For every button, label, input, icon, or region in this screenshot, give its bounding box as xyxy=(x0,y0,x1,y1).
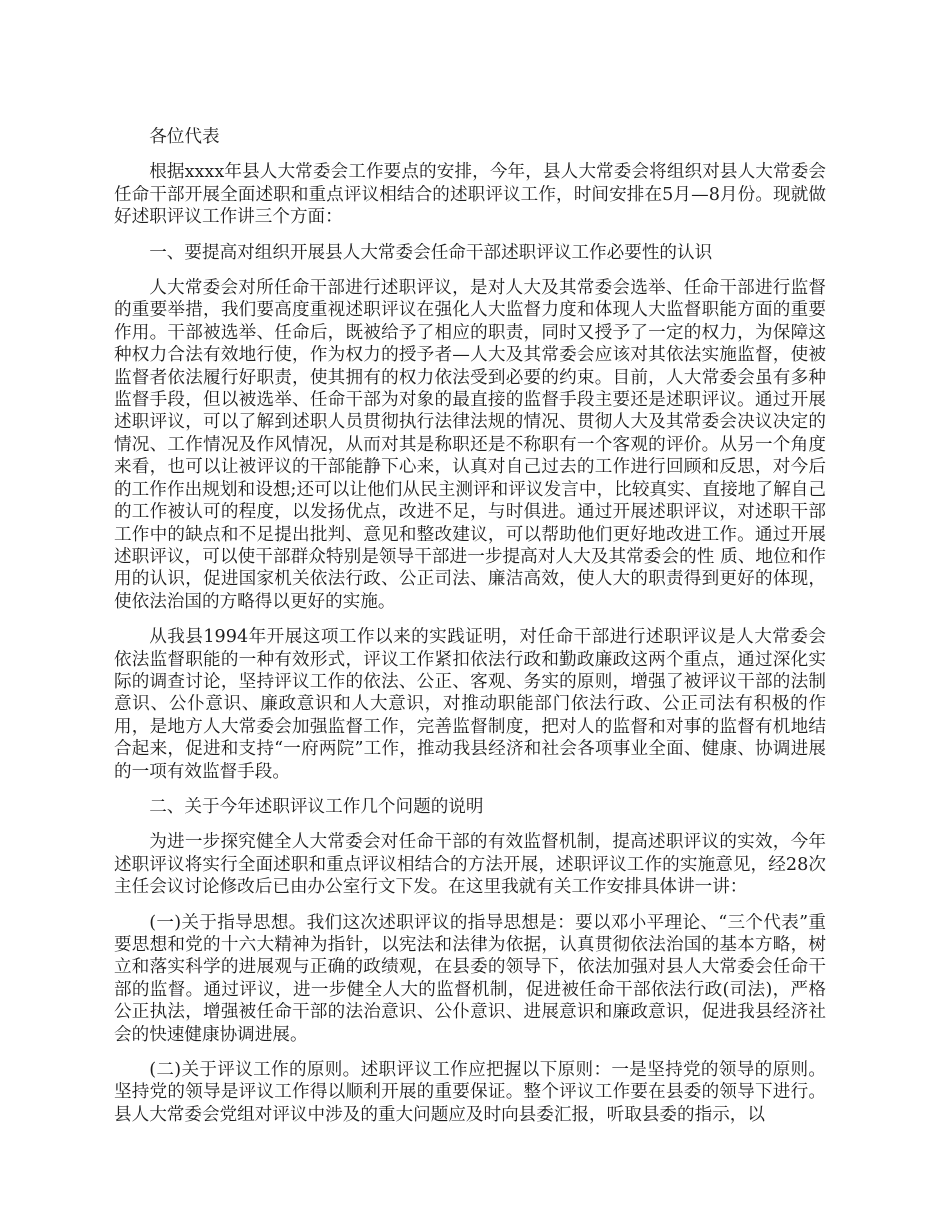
section-heading-2: 二、关于今年述职评议工作几个问题的说明 xyxy=(149,796,484,817)
body-paragraph: (一)关于指导思想。我们这次述职评议的指导思想是：要以邓小平理论、“三个代表”重要思想和党的十六大精神为指针，以宪法和法律为依据，认真贯彻依法治国的基本方略，树立和落实科学的进展观与正确的政绩观，在县委的领导下，依法加强对县人大常委会任命干部的监督。通过评议，进一步健全人大的监督机制，促进被任命干部依法行政(司法)，严格公正执法，增强被任命干部的法治意识、公仆意识、进展意识和廉政意识，促进我县经济社会的快速健康协调进展。 xyxy=(114,912,826,1045)
document-body xyxy=(114,126,826,1139)
salutation: 各位代表 xyxy=(149,127,220,147)
body-paragraph: 人大常委会对所任命干部进行述职评议，是对人大及其常委会选举、任命干部进行监督的重要举措，我们要高度重视述职评议在强化人大监督力度和体现人大监督职能方面的重要作用。干部被选举、任命后，既被给予了相应的职责，同时又授予了一定的权力，为保障这种权力合法有效地行使，作为权力的授予者—人大及其常委会应该对其依法实施监督，使被监督者依法履行好职责，使其拥有的权力依法受到必要的约束。目前，人大常委会虽有多种监督手段，但以被选举、任命干部为对象的最直接的监督手段主要还是述职评议。通过开展述职评议，可以了解到述职人员贯彻执行法律法规的情况、贯彻人大及其常委会决议决定的情况、工作情况及作风情况，从而对其是称职还是不称职有一个客观的评价。从另一个角度来看，也可以让被评议的干部能静下心来，认真对自己过去的工作进行回顾和反思，对今后的工作作出规划和设想;还可以让他们从民主测评和评议发言中，比较真实、直接地了解自己的工作被认可的程度，以发扬优点，改进不足，与时俱进。通过开展述职评议，对述职干部工作中的缺点和不足提出批判、意见和整改建议，可以帮助他们更好地改进工作。通过开展述职评议，可以使干部群众特别是领导干部进一步提高对人大及其常委会的性 质、地位和作用的认识，促进国家机关依法行政、公正司法、廉洁高效，使人大的职责得到更好的体现，使依法治国的方略得以更好的实施。 xyxy=(114,278,826,612)
section-heading-1: 一、要提高对组织开展县人大常委会任命干部述职评议工作必要性的认识 xyxy=(149,242,713,263)
body-paragraph: 从我县1994年开展这项工作以来的实践证明，对任命干部进行述职评议是人大常委会依法监督职能的一种有效形式，评议工作紧扣依法行政和勤政廉政这两个重点，通过深化实际的调查讨论，坚持评议工作的依法、公正、客观、务实的原则，增强了被评议干部的法制意识、公仆意识、廉政意识和人大意识，对推动职能部门依法行政、公正司法有积极的作用，是地方人大常委会加强监督工作，完善监督制度，把对人的监督和对事的监督有机地结合起来，促进和支持“一府两院”工作，推动我县经济和社会各项事业全面、健康、协调进展的一项有效监督手段。 xyxy=(114,627,826,782)
intro-paragraph: 根据xxxx年县人大常委会工作要点的安排，今年，县人大常委会将组织对县人大常委会任命干部开展全面述职和重点评议相结合的述职评议工作，时间安排在5月—8月份。现就做好述职评议工作讲三个方面： xyxy=(114,162,826,228)
body-paragraph: (二)关于评议工作的原则。述职评议工作应把握以下原则：一是坚持党的领导的原则。坚持党的领导是评议工作得以顺利开展的重要保证。整个评议工作要在县委的领导下进行。县人大常委会党组对评议中涉及的重大问题应及时向县委汇报，听取县委的指示，以 xyxy=(114,1060,826,1125)
body-paragraph: 为进一步探究健全人大常委会对任命干部的有效监督机制，提高述职评议的实效，今年述职评议将实行全面述职和重点评议相结合的方法开展，述职评议工作的实施意见，经28次主任会议讨论修改后已由办公室行文下发。在这里我就有关工作安排具体讲一讲： xyxy=(114,832,826,898)
